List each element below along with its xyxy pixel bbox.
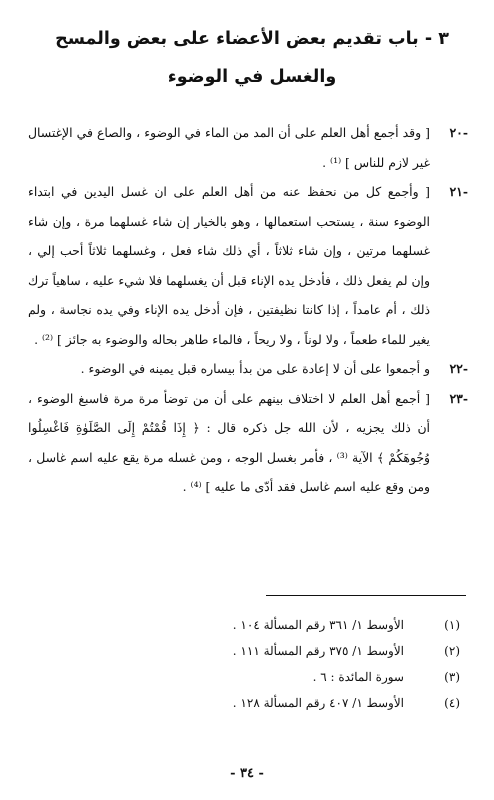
footnote-number: (٤) (444, 696, 460, 710)
quran-verse: ﴿ إِذَا قُمْتُمْ إِلَى الصَّلَوٰةِ فَاغْسِلُوا وُجُوهَكُمْ ﴾ (28, 420, 430, 465)
paragraph-23 (28, 384, 468, 502)
footnote-text: سورة المائدة : ٦ . (312, 670, 404, 684)
footnote-text: الأوسط ١/ ٣٦١ رقم المسألة ١٠٤ . (232, 618, 404, 632)
paragraph-20 (28, 118, 468, 177)
footnote (40, 612, 460, 638)
footnote (40, 664, 460, 690)
paragraph-number: -٢٣ (449, 390, 468, 406)
page-body (28, 118, 468, 502)
paragraph-text-before: [ أجمع أهل العلم لا اختلاف بينهم على أن من توضأ مرة مرة فاسبغ الوضوء ، أن ذلك يجزيه ، لأن الله جل ذكره قال : (28, 390, 430, 435)
footnote-number: (٢) (444, 644, 460, 658)
paragraph-number: -٢٠ (449, 125, 468, 140)
footnotes (40, 612, 460, 716)
footnote-separator (266, 595, 466, 596)
paragraph-text: و أجمعوا على أن لا إعادة على من بدأ بيساره قبل يمينه في الوضوء . (80, 361, 430, 376)
paragraph-21 (28, 177, 468, 354)
chapter-title: ٣ - باب تقديم بعض الأعضاء على بعض والمسح والغسل في الوضوء (55, 29, 449, 87)
paragraph-22 (28, 354, 468, 384)
paragraph-text-after: الآية ⁽³⁾ ، فأمر بغسل الوجه ، ومن غسله مرة يقع عليه اسم غاسل ، ومن وقع عليه اسم غاسل فقد أدّى ما عليه ] ⁽⁴⁾ . (28, 449, 430, 494)
footnote (40, 690, 460, 716)
page-number: - ٣٤ - (230, 766, 264, 781)
footnote-number: (١) (444, 618, 460, 632)
footnote-text: الأوسط ١/ ٤٠٧ رقم المسألة ١٢٨ . (232, 696, 404, 710)
paragraph-number: -٢٢ (449, 361, 468, 376)
paragraph-text: [ وقد أجمع أهل العلم على أن المد من الماء في الوضوء ، والصاع في الإغتسال غير لازم للناس ] ⁽¹⁾ . (28, 125, 430, 170)
footnote-text: الأوسط ١/ ٣٧٥ رقم المسألة ١١١ . (232, 644, 404, 658)
footnote (40, 638, 460, 664)
paragraph-number: -٢١ (449, 184, 468, 199)
footnote-number: (٣) (444, 670, 460, 684)
paragraph-text: [ وأجمع كل من نحفظ عنه من أهل العلم على ان غسل اليدين في ابتداء الوضوء سنة ، يستحب استعمالها ، وهو بالخيار إن شاء غسلهما مرة ، وإن شاء غسلهما مرتين ، وإن شاء ثلاثاً ، أي ذلك شاء فعل ، وغسلهما ثلاثاً أحب إلي ، وإن لم يفعل ذلك ، فأدخل يده الإناء قبل أن يغسلهما فلا شيء عليه ، ساهياً ترك ذلك ، أم عامداً ، إذا كانتا نظيفتين ، فإن أدخل يده الإناء وفي يده نجاسة ، ولم يغير للماء طعماً ، ولا لوناً ، ولا ريحاً ، فالماء طاهر بحاله والوضوء به جائز ] ⁽²⁾ . (28, 184, 430, 347)
